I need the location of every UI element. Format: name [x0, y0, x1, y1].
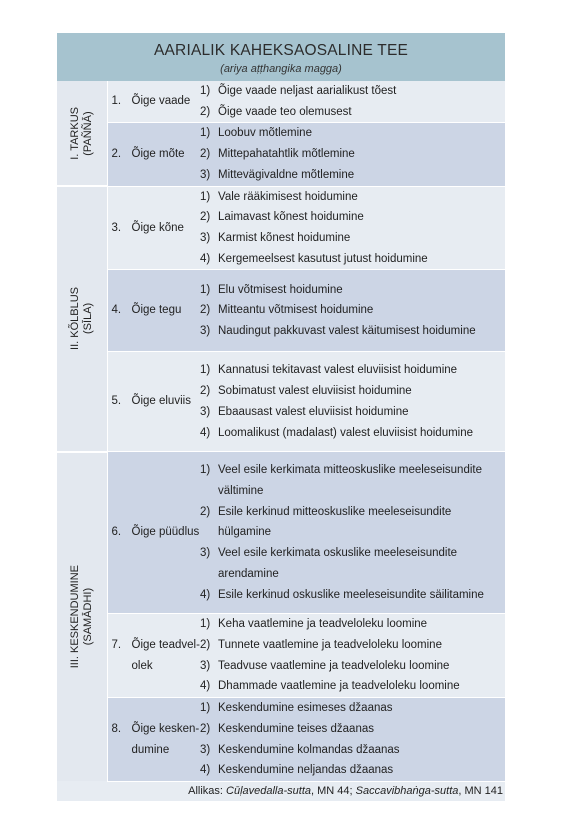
list-item — [200, 165, 501, 186]
path-4-items — [200, 270, 505, 352]
list-item — [200, 585, 501, 606]
item-number: 1) — [200, 702, 211, 715]
item-text: Loobuv mõtlemine — [218, 127, 312, 140]
list-item — [200, 300, 501, 321]
list-item — [200, 280, 501, 301]
item-text: Dhammade vaatlemine ja teadveloleku loomine — [218, 680, 460, 693]
item-number: 2) — [200, 304, 211, 317]
item-number: 3) — [200, 743, 211, 756]
section-label-line2: (SĪLA) — [81, 303, 94, 335]
source-prefix: Allikas: — [188, 785, 223, 798]
path-number: 1. — [111, 95, 122, 108]
item-number: 4) — [200, 680, 211, 693]
item-text: Esile kerkinud oskuslike meeleseisundite säilitamine — [218, 588, 484, 601]
item-number: 1) — [200, 127, 211, 140]
list-item — [200, 228, 501, 249]
path-name: Õige kõne — [131, 221, 184, 234]
path-2-items — [200, 123, 505, 186]
list-item — [200, 460, 501, 501]
section-label-line2: (PAÑÑĀ) — [81, 110, 94, 156]
section-label-line1: III. KESKENDUMINE — [68, 565, 81, 669]
path-number: 7. — [111, 639, 122, 652]
path-number: 2. — [111, 148, 122, 161]
item-text: Mitteantu võtmisest hoidumine — [218, 304, 374, 317]
list-item — [200, 698, 501, 719]
list-item — [200, 381, 501, 402]
item-number: 4) — [200, 764, 211, 777]
table-subtitle: (ariya aṭṭhangika magga) — [220, 62, 342, 75]
list-item — [200, 719, 501, 740]
path-row-2 — [57, 123, 505, 186]
list-item — [200, 676, 501, 697]
item-number: 1) — [200, 85, 211, 97]
list-item — [200, 614, 501, 635]
item-text: Elu võtmisest hoidumine — [218, 283, 343, 296]
path-number: 6. — [111, 526, 122, 539]
path-name: Õige mõte — [131, 148, 185, 161]
path-name: Õige kesken-dumine — [131, 722, 200, 756]
section-label-line1: II. KÕLBLUS — [68, 287, 81, 351]
item-text: Keskendumine kolmandas džaanas — [218, 743, 400, 756]
list-item — [200, 360, 501, 381]
path-number: 4. — [111, 304, 122, 317]
list-item — [200, 207, 501, 228]
list-item — [200, 502, 501, 543]
item-text: Mittepahatahtlik mõtlemine — [218, 148, 355, 161]
list-item — [200, 249, 501, 270]
path-6 — [107, 452, 200, 614]
path-name: Õige eluviis — [131, 395, 191, 408]
item-text: Esile kerkinud mitteoskuslike meeleseisundite hülgamine — [218, 505, 452, 539]
path-6-items — [200, 452, 505, 614]
list-item — [200, 423, 501, 444]
item-number: 3) — [200, 405, 211, 418]
item-number: 2) — [200, 385, 211, 398]
source-note — [57, 781, 505, 801]
path-row-5 — [57, 352, 505, 452]
source-ref-2: Saccavibhaṅga-sutta — [355, 785, 459, 798]
item-text: Kergemeelsest kasutust jutust hoidumine — [218, 252, 428, 265]
item-number: 2) — [200, 148, 211, 161]
section-2-label — [57, 186, 107, 452]
item-number: 1) — [200, 364, 211, 377]
path-row-3 — [57, 186, 505, 270]
list-item — [200, 740, 501, 761]
list-item — [200, 543, 501, 584]
path-3-items — [200, 186, 505, 270]
list-item — [200, 144, 501, 165]
item-number: 1) — [200, 190, 211, 203]
title-cell — [57, 33, 505, 81]
path-7 — [107, 614, 200, 698]
item-number: 2) — [200, 105, 211, 118]
item-text: Tunnete vaatlemine ja teadveloleku loomine — [218, 639, 442, 652]
path-7-items — [200, 614, 505, 698]
path-number: 5. — [111, 395, 122, 408]
path-name: Õige püüdlus — [131, 526, 200, 539]
item-number: 1) — [200, 283, 211, 296]
item-text: Veel esile kerkimata oskuslike meeleseisundite arendamine — [218, 547, 458, 580]
item-number: 1) — [200, 464, 211, 477]
item-text: Kannatusi tekitavast valest eluviisist hoidumine — [218, 364, 458, 377]
source-ref-2-number: , MN 141 — [458, 785, 504, 798]
section-label-line1: I. TARKUS — [68, 106, 81, 160]
item-text: Veel esile kerkimata mitteoskuslike meeleseisundite vältimine — [218, 464, 482, 498]
path-row-7 — [57, 614, 505, 698]
list-item — [200, 123, 501, 144]
item-text: Keskendumine esimeses džaanas — [218, 702, 393, 715]
path-number: 3. — [111, 221, 122, 234]
list-item — [200, 635, 501, 656]
source-ref-1-number: , MN 44; — [311, 785, 356, 798]
source-row — [57, 781, 505, 801]
section-1-label — [57, 81, 107, 186]
item-text: Vale rääkimisest hoidumine — [218, 190, 358, 203]
path-2 — [107, 123, 200, 186]
item-text: Teadvuse vaatlemine ja teadveloleku loomine — [218, 659, 450, 672]
table-title: AARIALIK KAHEKSAOSALINE TEE — [153, 41, 409, 59]
eightfold-path-table — [57, 33, 505, 801]
item-number: 3) — [200, 231, 211, 244]
path-row-6 — [57, 452, 505, 614]
item-number: 3) — [200, 547, 211, 560]
item-text: Ebaausast valest eluviisist hoidumine — [218, 405, 409, 418]
list-item — [200, 402, 501, 423]
item-number: 4) — [200, 252, 211, 265]
item-number: 3) — [200, 325, 211, 338]
item-number: 2) — [200, 639, 211, 652]
path-5-items — [200, 352, 505, 452]
title-row — [57, 33, 505, 81]
source-ref-1: Cūḷavedalla-sutta — [226, 785, 312, 798]
item-text: Keskendumine neljandas džaanas — [218, 764, 394, 777]
list-item — [200, 321, 501, 342]
list-item — [200, 81, 501, 102]
item-number: 3) — [200, 659, 211, 672]
item-number: 4) — [200, 588, 211, 601]
path-number: 8. — [111, 722, 122, 735]
item-text: Õige vaade neljast aarialikust tõest — [218, 85, 397, 97]
list-item — [200, 656, 501, 677]
item-number: 2) — [200, 505, 211, 518]
path-8 — [107, 698, 200, 782]
item-text: Õige vaade teo olemusest — [218, 105, 352, 118]
list-item — [200, 187, 501, 208]
path-1 — [107, 81, 200, 123]
path-name: Õige vaade — [131, 95, 191, 108]
path-4 — [107, 270, 200, 352]
path-1-items — [200, 81, 505, 123]
item-text: Loomalikust (madalast) valest eluviisist hoidumine — [218, 426, 474, 439]
item-number: 2) — [200, 211, 211, 224]
item-text: Keha vaatlemine ja teadveloleku loomine — [218, 618, 428, 631]
section-label-line2: (SAMĀDHI) — [81, 588, 94, 646]
item-text: Naudingut pakkuvast valest käitumisest hoidumine — [218, 325, 476, 338]
path-5 — [107, 352, 200, 452]
item-number: 3) — [200, 168, 211, 181]
item-text: Keskendumine teises džaanas — [218, 722, 374, 735]
item-number: 1) — [200, 618, 211, 631]
path-row-8 — [57, 698, 505, 782]
list-item — [200, 102, 501, 123]
item-text: Laimavast kõnest hoidumine — [218, 211, 364, 224]
section-3-label — [57, 452, 107, 782]
list-item — [200, 760, 501, 781]
item-number: 2) — [200, 722, 211, 735]
path-row-4 — [57, 270, 505, 352]
path-name: Õige teadvel-olek — [131, 639, 200, 672]
path-8-items — [200, 698, 505, 782]
path-name: Õige tegu — [131, 304, 182, 317]
path-3 — [107, 186, 200, 270]
path-row-1 — [57, 81, 505, 123]
item-text: Karmist kõnest hoidumine — [218, 231, 351, 244]
item-text: Mittevägivaldne mõtlemine — [218, 168, 355, 181]
item-number: 4) — [200, 426, 211, 439]
item-text: Sobimatust valest eluviisist hoidumine — [218, 385, 412, 398]
